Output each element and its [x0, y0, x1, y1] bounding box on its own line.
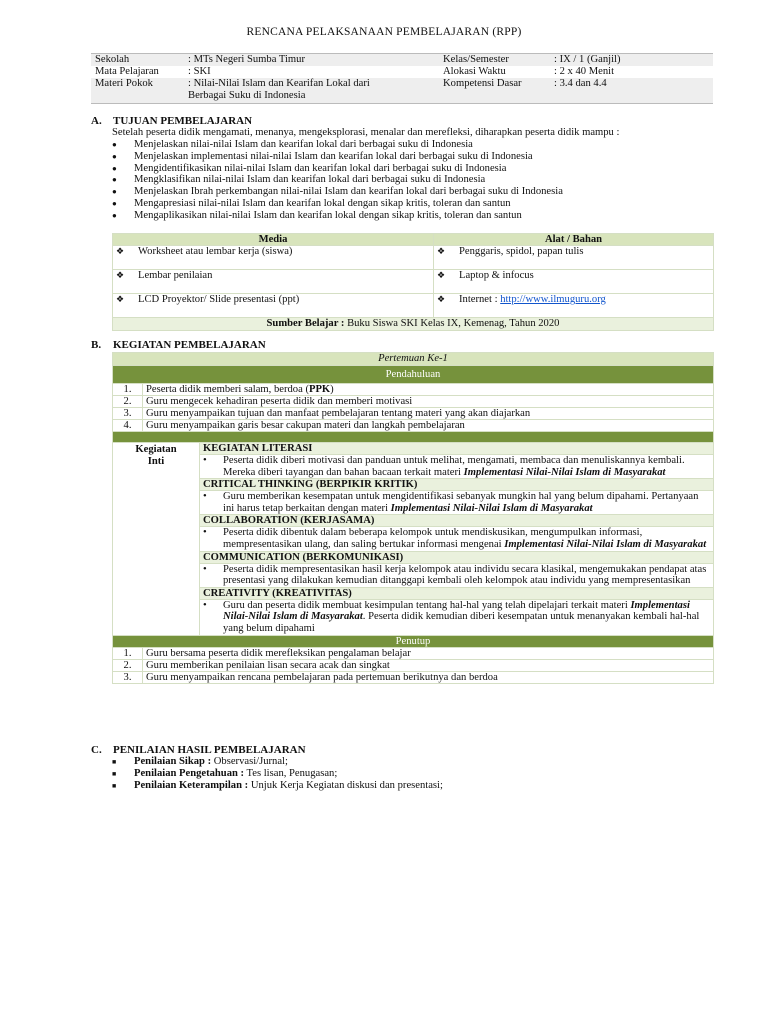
media-item: ❖ LCD Proyektor/ Slide presentasi (ppt) [113, 294, 434, 318]
list-item: ● Mengaplikasikan nilai-nilai Islam dan kearifan lokal dengan sikap kritis, toleran dan santun [112, 209, 522, 221]
table-row: 2. Guru mengecek kehadiran peserta didik dan memberi motivasi [113, 396, 714, 408]
materi-value: : Nilai-Nilai Islam dan Kearifan Lokal dari Berbagai Suku di Indonesia [185, 78, 440, 104]
alokasi-value: : 2 x 40 Menit [554, 66, 615, 77]
alat-item: ❖ Penggaris, spidol, papan tulis [434, 246, 714, 270]
table-row: 2. Guru memberikan penilaian lisan secara acak dan singkat [113, 659, 714, 671]
table-row: 4. Guru menyampaikan garis besar cakupan materi dan langkah pembelajaran [113, 420, 714, 432]
list-item: ● Mengklasifikan nilai-nilai Islam dan kearifan lokal dari berbagai suku di Indonesia [112, 174, 486, 186]
objectives-intro: Setelah peserta didik mengamati, menanya, mengeksplorasi, menalar dan merefleksi, diharapkan peserta didik mampu : [112, 127, 620, 138]
alat-header: Alat / Bahan [434, 234, 714, 246]
creativity-heading: CREATIVITY (KREATIVITAS) [200, 587, 714, 599]
table-row: 1. Guru bersama peserta didik merefleksikan pengalaman belajar [113, 647, 714, 659]
list-item: ■ Penilaian Keterampilan : Unjuk Kerja Kegiatan diskusi dan presentasi; [112, 779, 443, 791]
mapel-label: Mata Pelajaran [95, 66, 159, 77]
list-item: ■ Penilaian Pengetahuan : Tes lisan, Penugasan; [112, 767, 338, 779]
media-header: Media [113, 234, 434, 246]
sekolah-value: : MTs Negeri Sumba Timur [185, 54, 440, 67]
section-a-heading: A. TUJUAN PEMBELAJARAN [91, 115, 253, 127]
kelas-label: Kelas/Semester [440, 54, 551, 67]
divider [113, 432, 714, 443]
pendahuluan-header: Pendahuluan [113, 366, 714, 384]
sekolah-label: Sekolah [91, 54, 185, 67]
collaboration-body: • Peserta didik dibentuk dalam beberapa kelompok untuk mendiskusikan, mengumpulkan informasi, mempresentasikan ulang, dan saling bertukar informasi mengenai Implementasi Nilai-Nilai Islam di Masyarakat [200, 527, 714, 551]
collaboration-heading: COLLABORATION (KERJASAMA) [200, 515, 714, 527]
kegiatan-inti-label: Kegiatan Inti [113, 443, 200, 636]
creativity-body: • Guru dan peserta didik membuat kesimpulan tentang hal-hal yang telah dipelajari terkait materi Implementasi Nilai-Nilai Islam di Masyarakat. Peserta didik kemudian diberi kesempatan untuk menanyakan kembali hal-hal yang belum dipahami [200, 599, 714, 635]
kelas-value: : IX / 1 (Ganjil) [551, 54, 713, 67]
table-row: 3. Guru menyampaikan rencana pembelajaran pada pertemuan berikutnya dan berdoa [113, 671, 714, 683]
table-row: 3. Guru menyampaikan tujuan dan manfaat pembelajaran tentang materi yang akan diajarkan [113, 408, 714, 420]
list-item: ● Menjelaskan implementasi nilai-nilai Islam dan kearifan lokal dari berbagai suku di Indonesia [112, 150, 533, 162]
literasi-heading: KEGIATAN LITERASI [200, 443, 714, 455]
mapel-value: : SKI [188, 66, 211, 77]
alat-item: ❖ Laptop & infocus [434, 270, 714, 294]
sumber-belajar: Sumber Belajar : Buku Siswa SKI Kelas IX, Kemenag, Tahun 2020 [113, 318, 714, 331]
materi-label: Materi Pokok [91, 78, 185, 104]
list-item: ● Mengidentifikasikan nilai-nilai Islam dan kearifan lokal dari berbagai suku di Indonesia [112, 162, 507, 174]
communication-body: • Peserta didik mempresentasikan hasil kerja kelompok atau individu secara klasikal, mengemukakan pendapat atas presentasi yang dilakukan kemudian ditanggapi kembali oleh kelompok atau individu yang mempresentasikan [200, 563, 714, 587]
penutup-header: Penutup [113, 635, 714, 647]
list-item: ● Menjelaskan nilai-nilai Islam dan kearifan lokal dari berbagai suku di Indonesia [112, 139, 473, 150]
media-item: ❖ Worksheet atau lembar kerja (siswa) [113, 246, 434, 270]
list-item: ● Menjelaskan Ibrah perkembangan nilai-nilai Islam dan kearifan lokal dari berbagai suku di Indonesia [112, 186, 563, 198]
communication-heading: COMMUNICATION (BERKOMUNIKASI) [200, 551, 714, 563]
kd-label: Kompetensi Dasar [440, 78, 551, 104]
list-item: ■ Penilaian Sikap : Observasi/Jurnal; [112, 756, 288, 767]
pertemuan-header: Pertemuan Ke-1 [113, 353, 714, 366]
activity-table [112, 352, 714, 684]
media-item: ❖ Lembar penilaian [113, 270, 434, 294]
section-b-heading: B. KEGIATAN PEMBELAJARAN [91, 339, 266, 351]
critical-body: • Guru memberikan kesempatan untuk mengidentifikasi sebanyak mungkin hal yang belum dipahami. Pertanyaan ini harus tetap berkaitan dengan materi Implementasi Nilai-Nilai Islam di Masyarakat [200, 491, 714, 515]
critical-heading: CRITICAL THINKING (BERPIKIR KRITIK) [200, 479, 714, 491]
section-c-heading: C. PENILAIAN HASIL PEMBELAJARAN [91, 744, 306, 756]
literasi-body: • Peserta didik diberi motivasi dan panduan untuk melihat, mengamati, membaca dan menuliskannya kembali. Mereka diberi tayangan dan bahan bacaan terkait materi Implementasi Nilai-Nilai Islam di Masyarakat [200, 455, 714, 479]
identity-table [91, 53, 713, 104]
alat-item: ❖ Internet : http://www.ilmuguru.org [434, 294, 714, 318]
alokasi-label: Alokasi Waktu [443, 66, 506, 77]
kd-value: : 3.4 dan 4.4 [551, 78, 713, 104]
internet-link[interactable]: http://www.ilmuguru.org [500, 294, 606, 305]
assessment-list [112, 756, 443, 791]
objectives-list [112, 139, 563, 222]
document-title: RENCANA PELAKSANAAN PEMBELAJARAN (RPP) [246, 26, 522, 38]
list-item: ● Mengapresiasi nilai-nilai Islam dan kearifan lokal dengan sikap kritis, toleran dan santun [112, 197, 511, 209]
media-table [112, 233, 714, 331]
table-row: 1. Peserta didik memberi salam, berdoa (PPK) [113, 384, 714, 396]
